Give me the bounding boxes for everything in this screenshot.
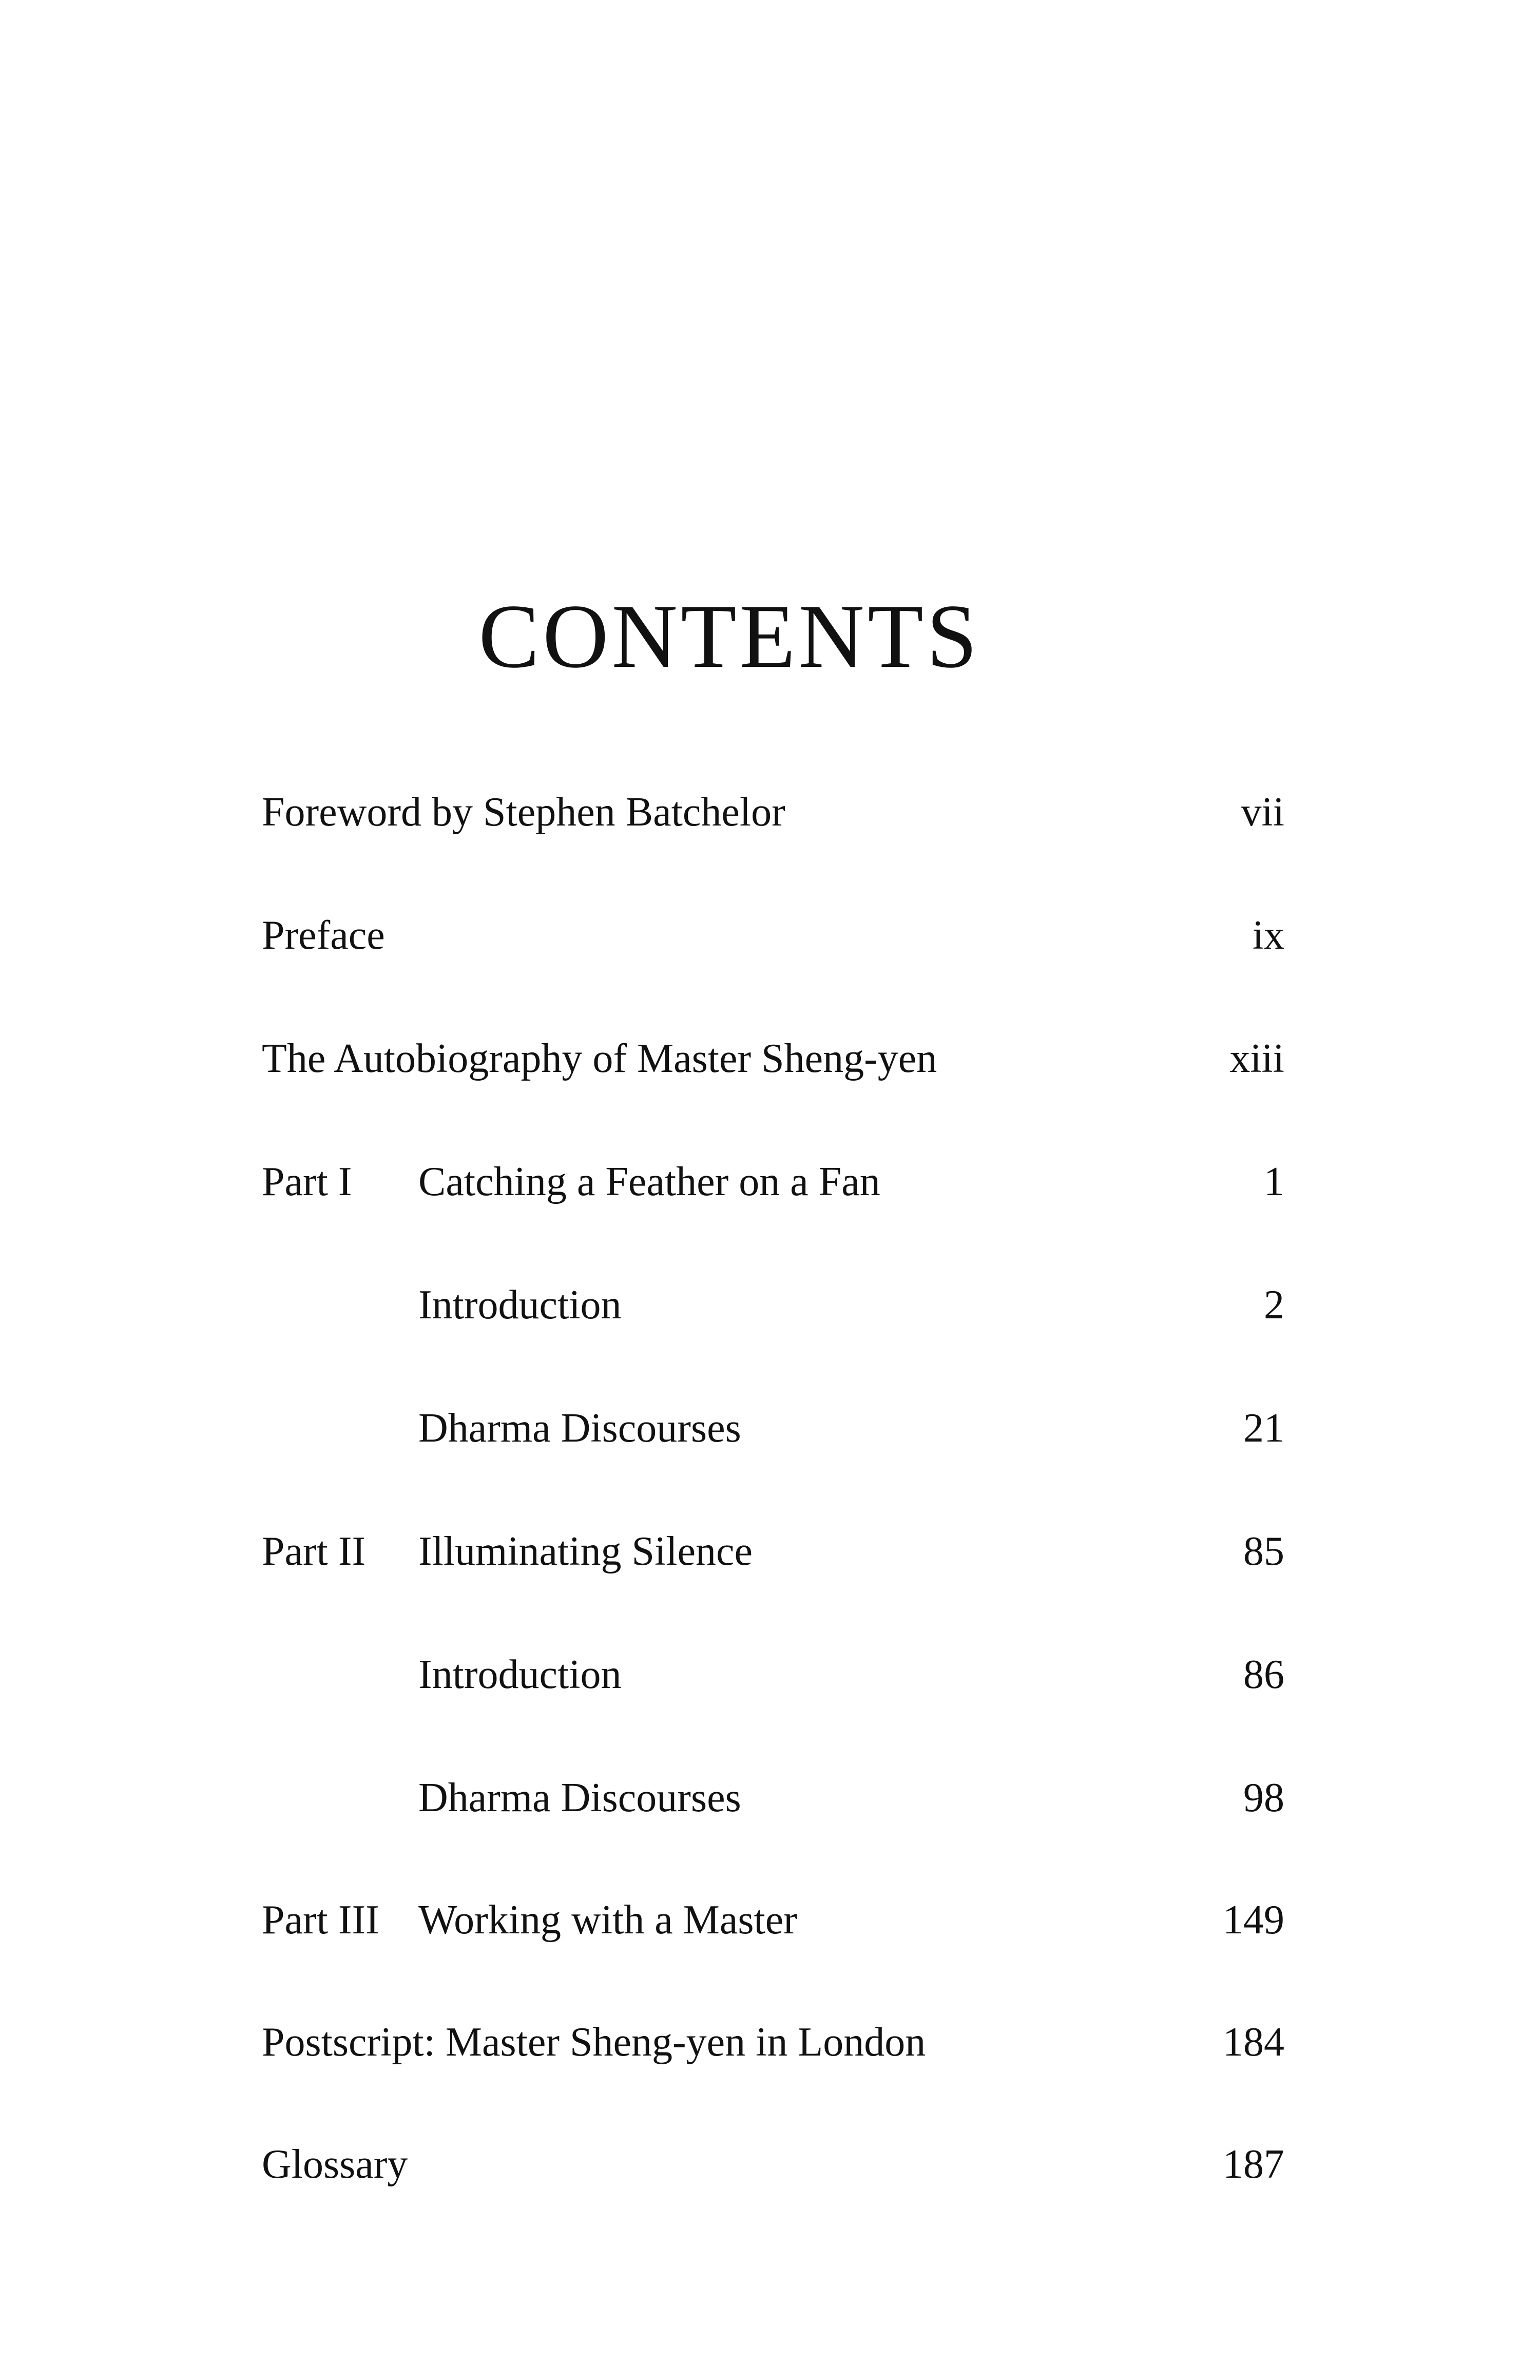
- toc-entry-autobiography: [0, 1028, 1540, 1089]
- toc-entry-title: Foreword by Stephen Batchelor: [262, 790, 785, 835]
- toc-page-number: 184: [1223, 2020, 1284, 2065]
- toc-entry-title: Working with a Master: [418, 1897, 797, 1943]
- toc-part-label: Part I: [262, 1159, 352, 1204]
- toc-entry-title: Glossary: [262, 2142, 408, 2187]
- toc-entry-title: Postscript: Master Sheng-yen in London: [262, 2020, 926, 2065]
- toc-page-number: ix: [1252, 913, 1284, 958]
- toc-page-number: 149: [1223, 1897, 1284, 1943]
- toc-entry-title: Introduction: [418, 1282, 622, 1328]
- toc-page-number: 21: [1243, 1406, 1284, 1451]
- toc-entry-part-2: [0, 1521, 1540, 1582]
- toc-page-number: xiii: [1229, 1036, 1284, 1081]
- toc-page-number: 187: [1223, 2142, 1284, 2187]
- page-title: CONTENTS: [478, 585, 980, 687]
- toc-page-number: 1: [1264, 1159, 1284, 1204]
- toc-page-number: 98: [1243, 1775, 1284, 1820]
- toc-entry-title: Preface: [262, 913, 385, 958]
- toc-entry-title: The Autobiography of Master Sheng-yen: [262, 1036, 937, 1081]
- toc-entry-part-2-introduction: [0, 1644, 1540, 1705]
- toc-entry-foreword: [0, 781, 1540, 843]
- toc-page-number: 85: [1243, 1529, 1284, 1574]
- toc-entry-preface: [0, 905, 1540, 966]
- toc-entry-part-1-discourses: [0, 1397, 1540, 1459]
- toc-entry-part-1-introduction: [0, 1274, 1540, 1336]
- toc-page-number: 86: [1243, 1652, 1284, 1697]
- toc-entry-postscript: [0, 2011, 1540, 2073]
- toc-entry-title: Introduction: [418, 1652, 622, 1697]
- toc-entry-title: Catching a Feather on a Fan: [418, 1159, 880, 1204]
- toc-entry-glossary: [0, 2134, 1540, 2195]
- toc-part-label: Part II: [262, 1529, 366, 1574]
- toc-entry-title: Dharma Discourses: [418, 1775, 741, 1820]
- toc-entry-title: Dharma Discourses: [418, 1406, 741, 1451]
- toc-page-number: 2: [1264, 1282, 1284, 1328]
- toc-entry-title: Illuminating Silence: [418, 1529, 753, 1574]
- toc-page-number: vii: [1241, 790, 1284, 835]
- toc-entry-part-3: [0, 1889, 1540, 1951]
- toc-part-label: Part III: [262, 1897, 379, 1943]
- toc-entry-part-2-discourses: [0, 1767, 1540, 1829]
- toc-entry-part-1: [0, 1151, 1540, 1213]
